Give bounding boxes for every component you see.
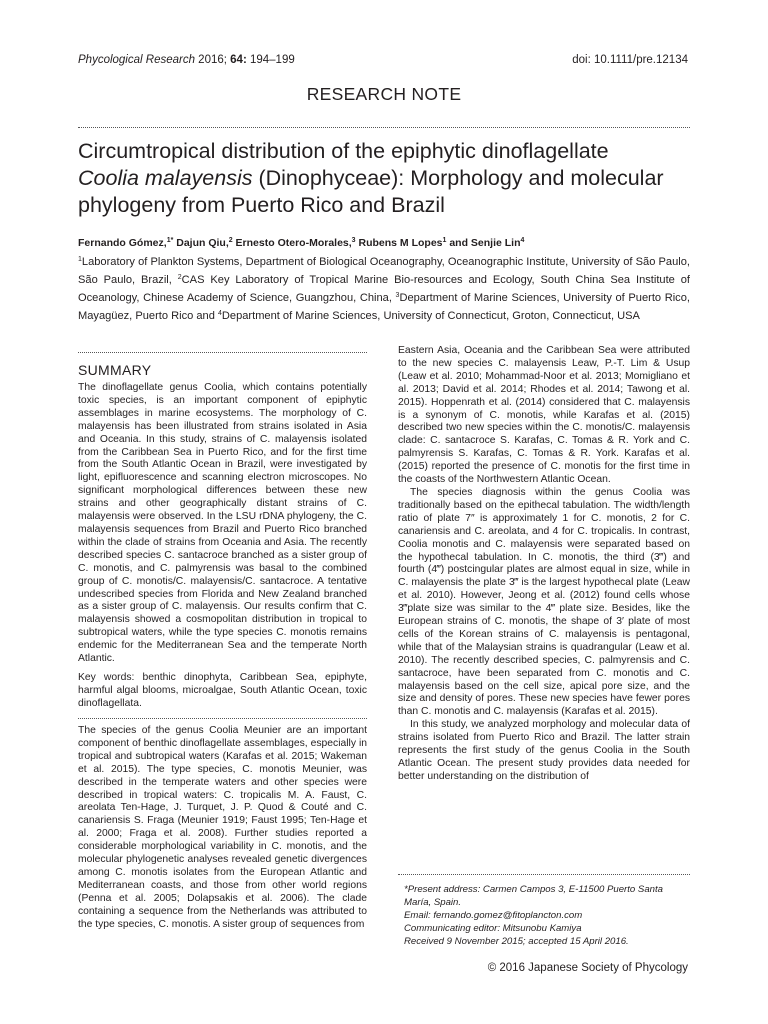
present-address: *Present address: Carmen Campos 3, E-11500 Puerto Santa María, Spain. (404, 884, 663, 908)
author-affiliation-mark: 1 (442, 237, 447, 244)
author-affiliation-mark: 4 (520, 237, 525, 244)
title-species: Coolia malayensis (78, 166, 253, 190)
affiliations (78, 253, 690, 325)
intro-paragraph: In this study, we analyzed morphology and molecular data of strains isolated from Puerto Rico and Brazil. The latter strain represents the first study of the genus Coolia in the South Atlantic Ocean. The present study provides data needed for better understanding on the distribution of (398, 719, 690, 782)
intro-paragraph: Eastern Asia, Oceania and the Caribbean Sea were attributed to the new species C. malayensis Leaw, P.-T. Lim & Usup (Leaw et al. 2010; Mohammad-Noor et al. 2013; Momigliano et al. 2013; David et al. 2014; Rhodes et al. 2014; Tawong et al. 2015). Hoppenrath et al. (2014) considered that C. malayensis is a synonym of C. monotis, while Karafas et al. (2015) described two new species within the C. monotis/C. malayensis clade: C. santacroce S. Karafas, C. Tomas & R. York and C. palmyrensis S. Karafas, C. Tomas & R. York. Karafas et al. (2015) reported the presence of C. monotis for the first time in the coasts of the Northwestern Atlantic Ocean. (398, 345, 690, 486)
affiliation-4: Department of Marine Sciences, University of Connecticut, Groton, Connecticut, USA (221, 310, 640, 322)
title-line-3: phylogeny from Puerto Rico and Brazil (78, 193, 445, 217)
author-affiliation-mark: 1* (166, 237, 174, 244)
title-line-1: Circumtropical distribution of the epiphytic dinoflagellate (78, 139, 609, 163)
author-name: Fernando Gómez, (78, 237, 167, 249)
affiliation-2: CAS Key Laboratory of Tropical Marine Bio-resources and Ecology, South China Sea Institute of Oceanology, Chinese Academy of Science, Guangzhou, China, (78, 274, 691, 304)
journal-name: Phycological Research (78, 54, 195, 66)
intro-left (78, 725, 367, 932)
affiliation-3: Department of Marine Sciences, University of Puerto Rico, Mayagüez, Puerto Rico and (78, 292, 690, 322)
keywords: Key words: benthic dinophyta, Caribbean Sea, epiphyte, harmful algal blooms, microalgae, South Atlantic Ocean, toxic dinoflagellata. (78, 672, 367, 709)
doi[interactable]: doi: 10.1111/pre.12134 (572, 54, 688, 66)
author-list (78, 237, 698, 249)
keywords-block (78, 672, 367, 711)
summary-paragraph: The dinoflagellate genus Coolia, which contains potentially toxic species, is an important component of epiphytic assemblages in marine ecosystems. The morphology of C. malayensis has been illustrated from strains isolated in Asia and Oceania. In this study, strains of C. malayensis isolated from the Caribbean Sea in Puerto Rico, and for the first time from the South Atlantic Ocean in Brazil, were investigated by light, epifluorescence and scanning electron microscopes. No significant morphological differences between these new strains and other geographically distant strains of C. malayensis were observed. In the LSU rDNA phylogeny, the C. malayensis sequences from Brazil and Puerto Rico branched within the clade of strains from Oceania and Asia. The recently described species C. santacroce branched as a sister group of C. monotis, and C. palmyrensis was basal to the combined group of C. monotis/C. malayensis/C. santacroce. A tentative undescribed species from Florida and New Zealand branched as a sister group of C. malayensis. Our results confirm that C. malayensis showed a cosmopolitan distribution in tropical to subtropical waters, while the type species C. monotis remains endemic for the Mediterranean Sea and the temperate North Atlantic. (78, 382, 367, 665)
intro-paragraph: The species diagnosis within the genus Coolia was traditionally based on the epithecal tabulation. The width/length ratio of plate 7″ is approximately 1 for C. monotis, 2 for C. canariensis and C. areolata, and 4 for C. tropicalis. In contrast, Coolia monotis and C. malayensis were separated based on the hypothecal tabulation. In C. monotis, the third (3‴) and fourth (4‴) postcingular plates are almost equal in size, while in C. malayensis the plate 3‴ is the largest hypothecal plate (Leaw et al. 2010). However, Jeong et al. (2012) found cells whose 3‴plate size was similar to the 4‴ plate size. Besides, like the European strains of C. monotis, the shape of 3′ plate of most cells of the Korean strains of C. malayensis is pentagonal, while that of the Malaysian strains is quadrangular (Leaw et al. 2010). The recently described species, C. palmyrensis and C. santacroce, have been separated from C. monotis and C. malayensis based on the cell size, apical pore size, and the size and density of pores. These new species have fewer pores than C. monotis and C. malayensis (Karafas et al. 2015). (398, 486, 690, 718)
journal-pages: 194–199 (246, 54, 295, 66)
email[interactable]: Email: fernando.gomez@fitoplancton.com (404, 909, 583, 921)
title-line-2: (Dinophyceae): Morphology and molecular (252, 166, 664, 190)
author-name: Dajun Qiu, (173, 237, 229, 249)
affiliation-mark: 2 (177, 274, 182, 281)
author-name: Ernesto Otero-Morales, (232, 237, 352, 249)
author-affiliation-mark: 2 (228, 237, 233, 244)
intro-paragraph: The species of the genus Coolia Meunier are an important component of benthic dinoflagellate assemblages, especially in tropical and subtropical waters (Karafas et al. 2015; Wakeman et al. 2015). The type species, C. monotis Meunier, was described in the temperate waters and other species were described in tropical waters: C. tropicalis M. A. Faust, C. areolata Ten-Hage, J. Turquet, J. P. Quod & Couté and C. canariensis S. Fraga (Meunier 1919; Faust 1995; Ten-Hage et al. 2000; Fraga et al. 2008). Further studies reported a considerable morphological variability in C. monotis, and the molecular phylogenetic analyses revealed genetic divergences among C. monotis isolates from the European Atlantic and Mediterranean coasts, and those from other world regions (Penna et al. 2005; Dolapsakis et al. 2006). The clade containing a sequence from the Netherlands was attributed to the type species, C. monotis. A sister group of sequences from (78, 725, 367, 930)
article-title (78, 138, 698, 219)
copyright: © 2016 Japanese Society of Phycology (487, 962, 688, 974)
author-name: Rubens M Lopes (355, 237, 443, 249)
affiliation-mark: 3 (395, 292, 400, 299)
received-date: Received 9 November 2015; accepted 15 April 2016. (404, 935, 629, 947)
footnotes (398, 884, 690, 949)
intro-right (398, 345, 690, 784)
summary-heading: SUMMARY (78, 362, 152, 378)
affiliation-mark: 4 (217, 310, 222, 317)
journal-citation (78, 54, 295, 66)
section-label: RESEARCH NOTE (306, 84, 462, 104)
keywords-divider (78, 718, 367, 719)
footnote-divider (398, 874, 690, 875)
author-name: and Senjie Lin (446, 237, 521, 249)
affiliation-mark: 1 (78, 256, 82, 263)
author-affiliation-mark: 3 (351, 237, 356, 244)
header-divider (78, 127, 690, 128)
communicating-editor: Communicating editor: Mitsunobu Kamiya (404, 922, 582, 934)
journal-volume: 64: (230, 54, 247, 66)
journal-year: 2016; (194, 54, 231, 66)
affiliation-1: Laboratory of Plankton Systems, Department of Biological Oceanography, Oceanographic Institute, University of São Paulo, São Paulo, Brazil, (78, 256, 690, 286)
summary-text (78, 382, 367, 666)
summary-divider (78, 352, 367, 353)
